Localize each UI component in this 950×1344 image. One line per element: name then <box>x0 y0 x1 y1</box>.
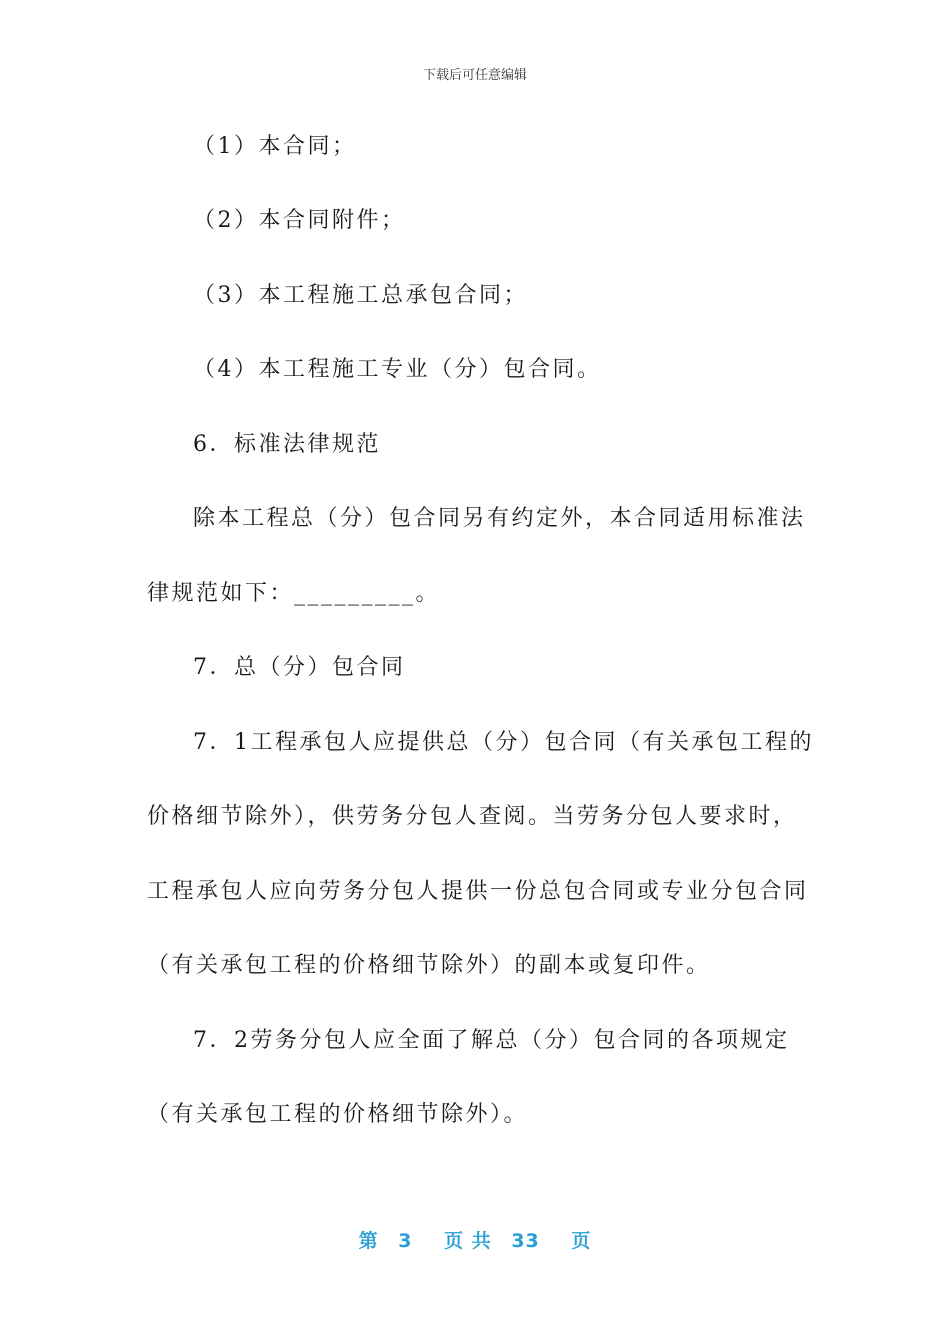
list-item-4: （4）本工程施工专业（分）包合同。 <box>193 357 602 382</box>
page-footer <box>0 1226 950 1253</box>
page-suffix: 页 <box>571 1230 592 1252</box>
paragraph-line: 工程承包人应向劳务分包人提供一份总包合同或专业分包合同 <box>147 879 809 904</box>
page-mid: 页 共 <box>444 1230 492 1252</box>
paragraph-line: 律规范如下：_________。 <box>147 581 441 606</box>
paragraph-line: （有关承包工程的价格细节除外）的副本或复印件。 <box>147 953 711 978</box>
section-heading-7: 7．总（分）包合同 <box>193 655 406 680</box>
paragraph-line: （有关承包工程的价格细节除外）。 <box>147 1102 529 1127</box>
list-item-3: （3）本工程施工总承包合同； <box>193 283 528 308</box>
page-header: 下载后可任意编辑 <box>422 68 527 83</box>
page-prefix: 第 <box>358 1230 379 1252</box>
page-total: 33 <box>511 1230 540 1252</box>
section-heading-6: 6．标准法律规范 <box>193 432 381 457</box>
paragraph-line: 除本工程总（分）包合同另有约定外，本合同适用标准法 <box>193 506 806 531</box>
list-item-2: （2）本合同附件； <box>193 208 406 233</box>
paragraph-line: 7．1工程承包人应提供总（分）包合同（有关承包工程的 <box>193 730 814 755</box>
list-item-1: （1）本合同； <box>193 134 357 159</box>
page-number: 3 <box>398 1230 413 1252</box>
paragraph-line: 价格细节除外），供劳务分包人查阅。当劳务分包人要求时， <box>147 804 798 829</box>
paragraph-line: 7．2劳务分包人应全面了解总（分）包合同的各项规定 <box>193 1028 790 1053</box>
